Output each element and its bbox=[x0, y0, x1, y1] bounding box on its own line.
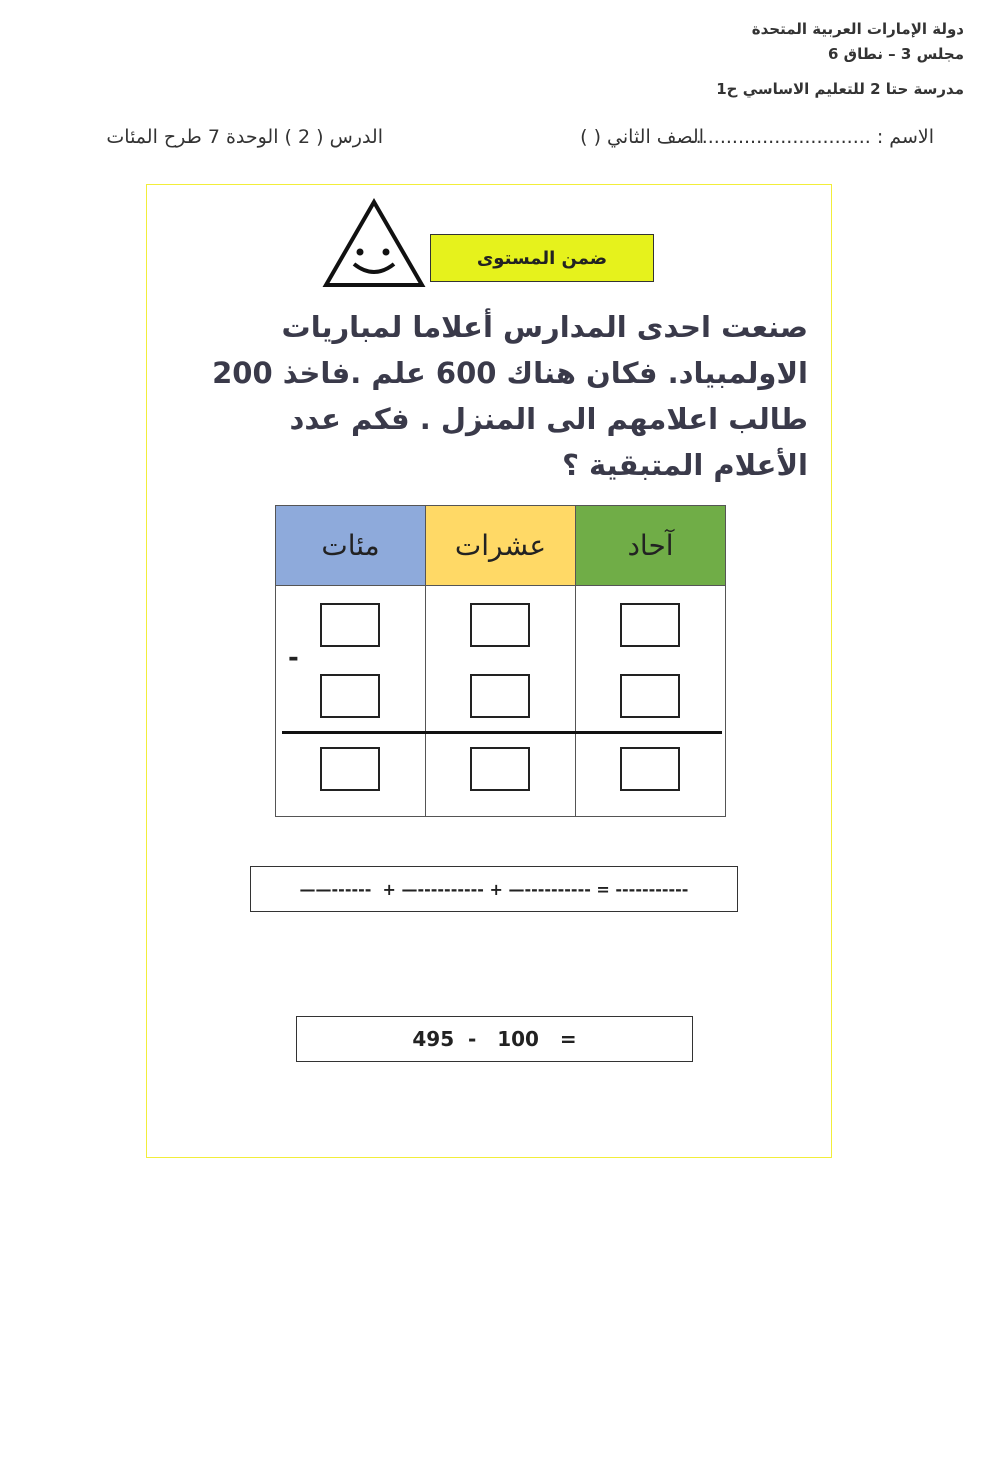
word-problem: صنعت احدى المدارس أعلاما لمباريات الاولمبياد. فكان هناك 600 علم .فاخذ 200 طالب اعلامهم الى المنزل . فكم عدد الأعلام المتبقية ؟ bbox=[212, 310, 808, 482]
place-value-table bbox=[275, 505, 726, 817]
tens-input-bottom[interactable] bbox=[470, 674, 530, 718]
expanded-form-answer[interactable]: ——------ + —---------- + —---------- = ----------- bbox=[250, 866, 738, 912]
header-tens: عشرات bbox=[426, 506, 576, 586]
lesson-title: الدرس ( 2 ) الوحدة 7 طرح المئات bbox=[106, 126, 383, 148]
header-ones: آحاد bbox=[576, 506, 726, 586]
minus-sign: - bbox=[288, 643, 299, 673]
ones-input-bottom[interactable] bbox=[620, 674, 680, 718]
level-badge: ضمن المستوى bbox=[430, 234, 654, 282]
hundreds-column bbox=[276, 586, 426, 817]
student-name-field[interactable]: الاسم : .............................. bbox=[689, 126, 934, 148]
tens-input-result[interactable] bbox=[470, 747, 530, 791]
hundreds-input-result[interactable] bbox=[320, 747, 380, 791]
tens-input-top[interactable] bbox=[470, 603, 530, 647]
smiley-triangle-icon bbox=[322, 198, 426, 290]
school-name: مدرسة حتا 2 للتعليم الاساسي ح1 bbox=[716, 80, 964, 98]
ones-column bbox=[576, 586, 726, 817]
hundreds-input-bottom[interactable] bbox=[320, 674, 380, 718]
hundreds-input-top[interactable] bbox=[320, 603, 380, 647]
subtraction-line bbox=[282, 731, 722, 734]
equation-box[interactable]: 495 - 100 = bbox=[296, 1016, 693, 1062]
council-name: مجلس 3 – نطاق 6 bbox=[828, 45, 964, 63]
header-hundreds: مئات bbox=[276, 506, 426, 586]
ones-input-result[interactable] bbox=[620, 747, 680, 791]
ones-input-top[interactable] bbox=[620, 603, 680, 647]
tens-column bbox=[426, 586, 576, 817]
grade-field[interactable]: الصف الثاني ( ) bbox=[580, 126, 704, 148]
country-name: دولة الإمارات العربية المتحدة bbox=[751, 20, 964, 38]
